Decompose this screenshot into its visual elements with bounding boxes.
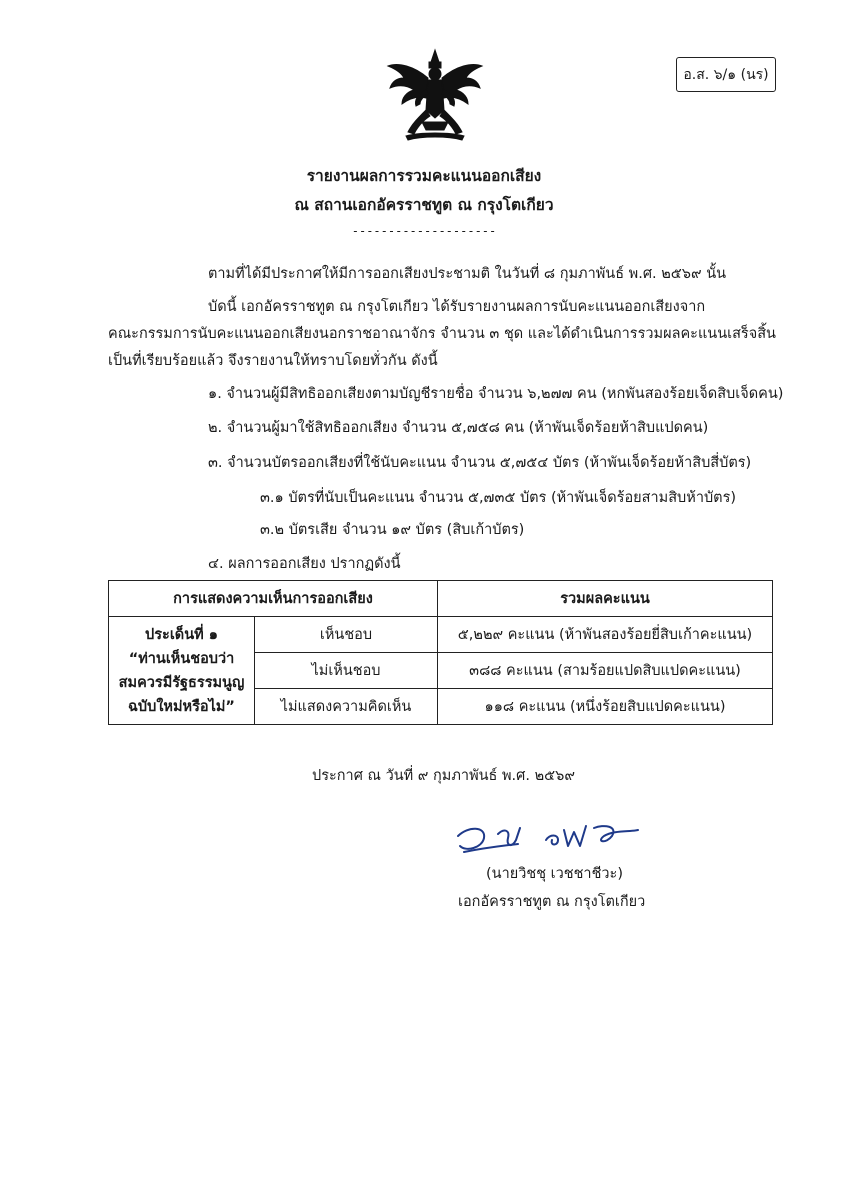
item-3-1-valid-ballots: ๓.๑ บัตรที่นับเป็นคะแนน จำนวน ๕,๗๓๕ บัตร (ห้าพันเจ็ดร้อยสามสิบห้าบัตร) (260, 490, 737, 506)
results-table (108, 580, 773, 725)
header-total: รวมผลคะแนน (438, 581, 773, 617)
issue-line: สมควรมีรัฐธรรมนูญ (118, 674, 245, 691)
issue-line: ฉบับใหม่หรือไม่” (128, 698, 235, 715)
signer-name: (นายวิชชุ เวชชาชีวะ) (486, 866, 623, 882)
header-opinion: การแสดงความเห็นการออกเสียง (109, 581, 438, 617)
report-subtitle: ณ สถานเอกอัครราชทูต ณ กรุงโตเกียว (294, 196, 554, 214)
result-approve: ๕,๒๒๙ คะแนน (ห้าพันสองร้อยยี่สิบเก้าคะแนน) (438, 617, 773, 653)
intro-line: ตามที่ได้มีประกาศให้มีการออกเสียงประชามติ ในวันที่ ๘ กุมภาพันธ์ พ.ศ. ๒๕๖๙ นั้น (208, 266, 727, 282)
result-disapprove: ๓๘๘ คะแนน (สามร้อยแปดสิบแปดคะแนน) (438, 653, 773, 689)
item-2-turnout: ๒. จำนวนผู้มาใช้สิทธิออกเสียง จำนวน ๕,๗๕๘ คน (ห้าพันเจ็ดร้อยห้าสิบแปดคน) (208, 420, 709, 436)
form-code-box: อ.ส. ๖/๑ (นร) (676, 57, 776, 92)
report-title: รายงานผลการรวมคะแนนออกเสียง (306, 167, 542, 185)
table-row (109, 617, 773, 653)
issue-line: “ท่านเห็นชอบว่า (128, 650, 235, 667)
paragraph-line-2: คณะกรรมการนับคะแนนออกเสียงนอกราชอาณาจักร จำนวน ๓ ชุด และได้ดำเนินการรวมผลคะแนนเสร็จสิ้น (108, 326, 776, 342)
issue-cell (109, 617, 255, 725)
option-disapprove: ไม่เห็นชอบ (255, 653, 438, 689)
paragraph-line-3: เป็นที่เรียบร้อยแล้ว จึงรายงานให้ทราบโดยทั่วกัน ดังนี้ (108, 353, 438, 369)
item-3-ballots-counted: ๓. จำนวนบัตรออกเสียงที่ใช้นับคะแนน จำนวน ๕,๗๕๔ บัตร (ห้าพันเจ็ดร้อยห้าสิบสี่บัตร) (208, 455, 752, 471)
table-header-row (109, 581, 773, 617)
title-separator: -------------------- (351, 224, 497, 238)
issue-line: ประเด็นที่ ๑ (145, 626, 218, 643)
signer-title: เอกอัครราชทูต ณ กรุงโตเกียว (458, 894, 646, 910)
option-no-opinion: ไม่แสดงความคิดเห็น (255, 689, 438, 725)
result-no-opinion: ๑๑๘ คะแนน (หนึ่งร้อยสิบแปดคะแนน) (438, 689, 773, 725)
signature-icon (454, 816, 654, 864)
announcement-date: ประกาศ ณ วันที่ ๙ กุมภาพันธ์ พ.ศ. ๒๕๖๙ (312, 768, 575, 784)
option-approve: เห็นชอบ (255, 617, 438, 653)
item-1-eligible-voters: ๑. จำนวนผู้มีสิทธิออกเสียงตามบัญชีรายชื่อ จำนวน ๖,๒๗๗ คน (หกพันสองร้อยเจ็ดสิบเจ็ดคน) (208, 386, 784, 402)
item-3-2-invalid-ballots: ๓.๒ บัตรเสีย จำนวน ๑๙ บัตร (สิบเก้าบัตร) (260, 522, 525, 538)
item-4-results-heading: ๔. ผลการออกเสียง ปรากฏดังนี้ (208, 556, 401, 572)
paragraph-line-1: บัดนี้ เอกอัครราชทูต ณ กรุงโตเกียว ได้รับรายงานผลการนับคะแนนออกเสียงจาก (208, 299, 706, 315)
garuda-emblem-icon (384, 48, 486, 148)
